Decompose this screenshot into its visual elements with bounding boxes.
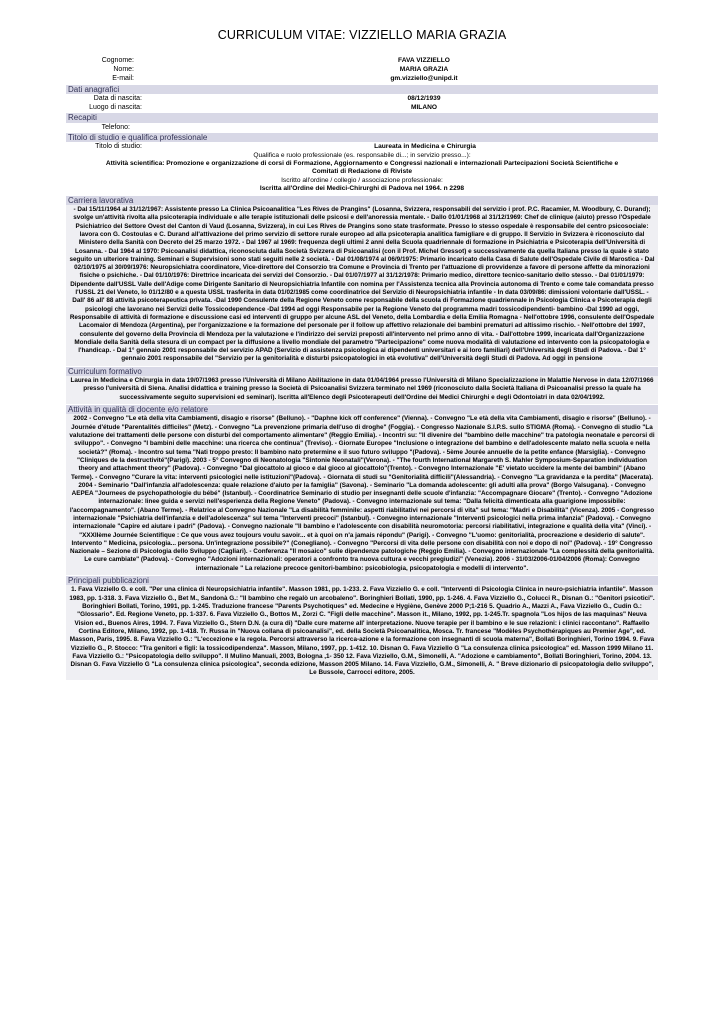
degree-value: Laureata in Medicina e Chirurgia — [374, 143, 476, 151]
section-header-carriera: Carriera lavorativa — [66, 196, 658, 205]
docente-text: 2002 - Convegno "Le età della vita Cambiamenti, disagio e risorse" (Belluno). - "Daphne kick off conference" (Vienna). - Convegno "Le età della vita Cambiamenti, disagio e risorse" (Belluno). - Journée d'étude "Parentalités difficiles" (Metz). - Convegno "La prevenzione primaria dell'uso di droghe" (Foggia). - Congresso Nazionale S.I.P.S. sullo STIGMA (Roma). - Convegno di studio "La valutazione dei trattamenti delle persone con disturbi del comportamento alimentare" (Reggio Emilia). - Incontri su: "Il divenire del "bambino delle macchine" tra patologia neonatale e percorsi di sviluppo". - Convegno "I bambini delle macchine: una ricerca che continua" (Treviso). - Giornate Europee "Inclusione o integrazione del bambino e dell'adolescente malato nella scuola e nella società?" (Roma). - Incontro sul tema "Nati troppo presto: Il bambino nato pretermine e il suo futuro sviluppo "(Padova). - 5ème Jourée annuelle de la petite enfance (Marsiglia). - Convegno "Cliniques de la destructivité"(Parigi). 2003 - 5° Convegno di Neonatologia "Sintonie Neonatali"(Verona). - "The fourth International Margareth S. Mahler Symposium-Separation individuation theory and attachment theory" (Padova). - Convegno "Dal giocattolo al gioco e dal gioco al giocattolo"(Trento). - Convegno Internazionale "E' vietato uccidere la mente dei bambini" (Abano Terme). - Convegno "Curare la vita: interventi psicologici nelle istituzioni"(Padova). - Giornata di studi su "Genitorialità difficili"(Alessandria). - Convegno "La gravidanza e la perdita" (Macerata). 2004 - Seminario "Dall'infanzia all'adolescenza: quale relazione d'aiuto per la famiglia" (Savona). - Seminario "La domanda adolescente: gli adulti alla prova" (Borgo Valsugana). - Convegno AEPEA "Journees de psychopathologie du bébé" (Istanbul). - Coordinatrice Seminario di studio per insegnanti delle scuole d'infanzia: "Accompagnare Giocare" (Trento). - Convegno "Adozione internazionale: linee guida e servizi nell'esperienza della Regione Veneto" (Padova). - Convegno internazionale sul tema: "Dalla felicità dimenticata alla guarigione impossibile: l'accompagnamento". (Abano Terme). - Relatrice al Convegno Nazionale "La disabilità femminile: aspetti riabilitativi nei percorsi di vita" sul tema: "Madri e Disabilità" (Vicenza). 2005 - Congresso internazionale "Psichiatria dell'infanzia e dell'adolescenza" sul tema "Interventi precoci" (Istanbul). - Convegno internazionale "Interventi psicologici nella prima infanzia" (Padova). - Convegno internazionale "Capire ed aiutare i padri" (Padova). - Convegno nazionale "Il bambino e l'adolescente con disabilità neuromotoria: percorsi riabilitativi, integrazione e qualità della vita" (Vinci). - "XXXIIème Journée Scientifique : Ce que vous avez toujours voulu savoir... et à quoi on n'a jamais répondu" (Parigi). - Convegno "L'uomo: genitorialità, procreazione e desiderio di salute". Intervento " Medicina, psicologia... persona. Un'integrazione possibile?" (Conegliano). - Convegno "Percorsi di vita delle persone con disabilità con noi e dopo di noi" (Padova). - 19° Congresso Nazionale – Sezione di Psicologia dello Sviluppo (Cagliari). - Conferenza "Il mosaico" sulle dipendenze patologiche (Reggio Emilia). - Convegno internazionale "La complessità della genitorialità. Le cure cambiate" (Padova). - Convegno "Adozioni internazionali: operatori a confronto tra nuova cultura e vecchi pregiudizi" (Venezia). 2006 - 31/03/2006-01/04/2006 (Roma): Convegno internazionale " La relazione precoce genitori-bambino: psicobiologia, psicopatologia e modelli di intervento". — [66, 414, 658, 575]
email-value: gm.vizziello@unipd.it — [390, 75, 458, 83]
section-header-curriculum: Curriculum formativo — [66, 367, 658, 376]
page-title: CURRICULUM VITAE: VIZZIELLO MARIA GRAZIA — [217, 28, 507, 42]
birth-place-label: Luogo di nascita: — [89, 104, 142, 112]
phone-row — [66, 123, 658, 132]
section-header-recapiti: Recapiti — [66, 113, 658, 122]
cv-page — [66, 0, 658, 680]
pubblicazioni-text: 1. Fava Vizziello G. e coll. "Per una clinica di Neuropsichiatria infantile". Masson 1981, pp. 1-233. 2. Fava Vizziello G. e coll. "Interventi di Psicologia Clinica in neuro-psichiatria infantile". Masson 1983, pp. 1-318. 3. Fava Vizziello G., Bet M., Sandonà G.: "Il bambino che regalò un arcobaleno". Boringhieri Bollati, 1990, pp. 1-246. 4. Fava Vizziello G., Colucci R., Disnan G.: "Genitori psicotici". Boringhieri Bollati, Torino, 1991, pp. 1-245. Traduzione francese "Parents Psychotiques" ed. Medecine e Hygiène, Genève 2000 P;1-216 5. Quadrio A., Mazzi A., Fava Vizziello G., Cudin G.: "Glossario". Ed. Regione Veneto, pp. 1-337. 6. Fava Vizziello G., Bottos M., Zorzi C. "Figli delle macchine". Masson it., Milano, 1992, pp. 1-245.Tr. spagnola "Los hijos de las maquinas" Neuva Vision ed., Buenos Aires, 1994. 7. Fava Vizziello G., Stern D.N. (a cura di) "Dalle cure materne all' interpretazione. Nuove terapie per il bambino e le sue relazioni: i clinici raccontano". Raffaello Cortina Editore, Milano, 1992, pp. 1-418. Tr. Russa in "Nuova collana di psicoanalisi", ed. della Società Psicoanalitica, Mosca. Tr. francese "Modèles Psychothérapiques au Premier Age", ed. Masson, Paris, 1995. 8. Fava Vizziello G.: "L'eccezione e la regola. Percorsi attraverso la ricerca-azione e la formazione con insegnanti di scuola materna", Bollati Boringhieri, Torino 1994. 9. Fava Vizziello G., P. Stocco: "Tra genitori e figli: la tossicodipendenza". Masson, Milano, 1997, pp. 1-412. 10. Disnan G. Fava Vizziello G "La consulenza clinica psicologica" ed. Masson 1999 Milano 11. Fava Vizziello G.: "Psicopatologia dello sviluppo". Il Mulino Manuali, 2003, Bologna ,1- 350 12. Fava Vizziello, G.M., Simonelli, A. "Adozione e cambiamento", Bollati Boringhieri, Torino, 2004. 13. Disnan G. Fava Vizziello G "La consulenza clinica psicologica", seconda edizione, Masson 2005 Milano. 14. Fava Vizziello, G.M., Simonelli, A. " Breve dizionario di psicopatologia dello sviluppo", Le Bussole, Carrocci editore, 2005. — [66, 585, 658, 679]
degree-row — [66, 142, 658, 151]
birth-date-label: Data di nascita: — [93, 95, 142, 103]
birth-date-value: 08/12/1939 — [407, 95, 441, 103]
iscrizione-value: Iscritta all'Ordine dei Medici-Chirurghi di Padova nel 1964. n 2298 — [259, 185, 465, 193]
name-value: MARIA GRAZIA — [399, 66, 449, 74]
name-label: Nome: — [113, 66, 134, 74]
surname-row — [66, 56, 658, 65]
birth-date-row — [66, 94, 658, 103]
email-label: E-mail: — [112, 75, 134, 83]
section-header-docente: Attività in qualità di docente e/o relatore — [66, 405, 658, 414]
birth-place-value: MILANO — [410, 104, 437, 112]
birth-place-row — [66, 103, 658, 112]
personal-info — [66, 56, 658, 84]
iscritto-label: Iscritto all'ordine / collegio / associazione professionale: — [281, 176, 443, 184]
email-row — [66, 74, 658, 83]
curriculum-text: Laurea in Medicina e Chirurgia in data 19/07/1963 presso l'Università di Milano Abilitazione in data 01/04/1964 presso l'Università di Milano Specializzazione in Malattie Nervose in data 12/07/1966 presso l'università di Siena. Analisi didattica e training presso la Società di Psicoanalisi Svizzera terminato nel 1969 (riconosciuto dalla Società Italiana di Psicoanalisi presso la quale ha successivamente seguito supervisioni ed seminari). Iscritta all'Elenco degli Psicoterapeuti dell'Ordine dei Medici Chirurghi e degli Odontoiatri in data 02/04/1992. — [66, 376, 658, 404]
section-header-pubblicazioni: Principali pubblicazioni — [66, 576, 658, 585]
qualifica-label: Qualifica e ruolo professionale (es. responsabile di...; in servizio presso...): — [253, 151, 471, 159]
phone-label: Telefono: — [101, 123, 130, 131]
carriera-text: - Dal 15/11/1964 al 31/12/1967: Assistente presso La Clinica Psicoanalitica "Les Rives de Prangins" (Losanna, Svizzera, responsabili del servizio i prof. P.C. Racamier, M. Woodbury, C. Durand); svolge un'attività rivolta alla psicoterapia individuale e alle terapie istituzionali delle psicosi e dell'anoressia mentale. - Dallo 01/01/1968 al 31/12/1969: Chef de clinique (aiuto) presso l'Ospedale Psichiatrico del Settore Ovest del Canton di Vaud (Losanna, Svizzera), in cui Les Rives de Prangins sono state trasformate. Presso lo stesso ospedale è responsabile del centro psicosociale: lavora con G. Costoulas e C. Durand all'attivazione del primo servizio di settore rurale europeo ad alla psicoterapia analitica famigliare e di gruppo. Il Servizio in Svizzera è riconosciuto dal Ministero della Sanità con Decreto del 25 marzo 1972. - Dal 1967 al 1969: frequenza degli ultimi 2 anni della Scuola quadriennale di formazione in Psichiatria e Psicoterapia dell'Università di Losanna. - Dal 1964 al 1970: Psicoanalisi didattica, riconosciuta dalla Società Svizzera di Psicoanalisi (con il Prof. Michel Gressot) e successivamente da quella Italiana presso la quale è stato seguito un ulteriore training. Seminari e Supervisioni sono stati seguiti nelle 2 società. - Dal 01/08/1974 al 06/9/1975: Primario incaricato della Casa di Salute dell'Ospedale Civile di Marostica - Dal 02/10/1975 al 30/09/1976: Neuropsichiatra coordinatore, Vice-direttore del Consorzio tra Comune e Provincia di Trento per l'attuazione di provvidenze a favore di persone affette da minorazioni fisiche o psichiche. - Dal 01/10/1976: Direttrice incaricata dei servizi del Consorzio. - Dal 01/07/1977 al 31/12/1978: Primario medico, direttore tecnico-sanitario dello stesso. - Dal 01/01/1979: Dipendente dall'USSL Valle dell'Adige come Dirigente Sanitario di Neuropsichiatria Infantile con nomina per l'Assistenza tecnica alla Provincia autonoma di Trento e come tale comandata presso l'USSL 21 del Veneto, lo 01/12/80 e a questa USSL trasferita in data 01/02/1985 come coordinatrice del Servizio di Neuropsichiatria infantile - In data 03/09/86: dimissioni volontarie dall'USSL. - Dall' 86 all' 88 attività psicoterapeutica privata. -Dal 1990 Consulente della Regione Veneto come responsabile della scuola di Formazione quadriennale in Psicologia Clinica e Psicoterapia degli psicologi che lavorano nei Servizi delle Tossicodependence -Dal 1994 ad oggi Responsabile per la Regione Veneto del programma madri tossicodipendenti- bambino -Dal 1990 ad oggi, Responsabile di attività di formazione e discussione casi ed interventi di gruppo per alcune ASL del Veneto, della Lombardia e della Emilia Romagna - Nell'ottobre 1996, consulente dell'Ospedale Lacomaior di Mendoza (Argentina), per l'organizzazione e la formazione del personale per il follow up affettivo relazionale dei bambini prematuri ad altissimo rischio. - Nell'ottobre del 1997, consulente del governo della Provincia di Mendoza per la valutazione e l'indirizzo dei servizi preposti all'intervento nel primo anno di vita. - Dall'ottobre 1999, incaricata dall'Organizzazione Mondiale della Sanità della stesura di un compact per la diffusione a livello mondiale del parametro "Partecipazione" come nuova modalità di valutazione ed intervento con la psicopatologia e l'handicap. - Dal 1° gennaio 2001 responsabile del servizio APAD (Servizio di assistenza psicologica ai dipendenti universitari e ai loro familiari) dell'Università degli Studi di Padova. - Dal 1° gennaio 2001 responsabile del "Servizio per la genitorialità e disturbi psicopatologici in età evolutiva" dell'Università degli Studi di Padova. Ad oggi in pensione — [66, 205, 658, 366]
name-row — [66, 65, 658, 74]
section-header-anagrafici: Dati anagrafici — [66, 85, 658, 94]
section-header-titolo: Titolo di studio e qualifica professionale — [66, 133, 658, 142]
surname-label: Cognome: — [101, 57, 134, 64]
surname-value: FAVA VIZZIELLO — [398, 57, 450, 64]
degree-label: Titolo di studio: — [95, 143, 142, 151]
attivita-scientifica: Attività scientifica: Promozione e organizzazione di corsi di Formazione, Aggiornamento e Congressi nazionali e internazionali Partecipazioni Società Scientifiche e Comitati di Redazione di Riviste — [105, 160, 619, 176]
